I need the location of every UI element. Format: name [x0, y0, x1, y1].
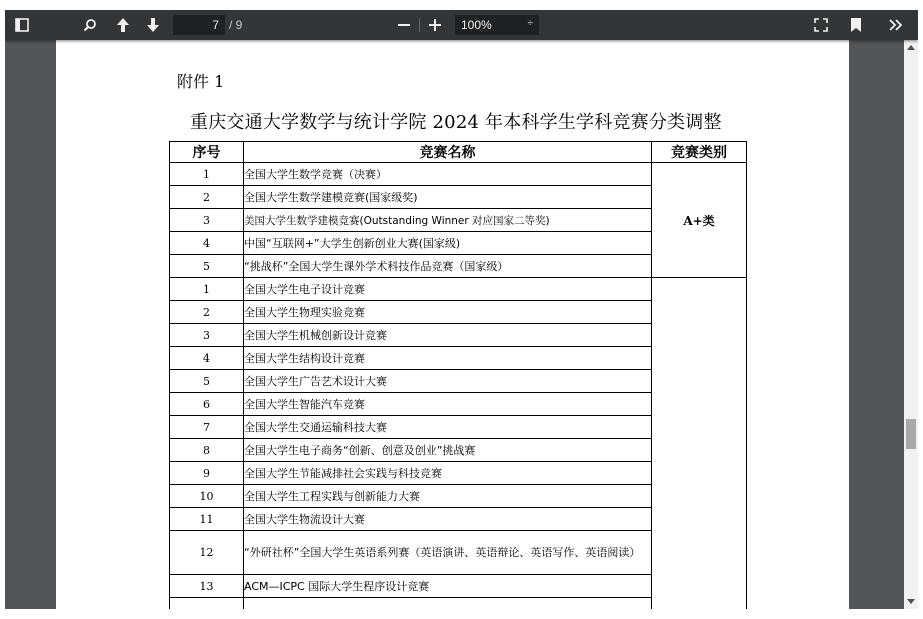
row-num: 7 [170, 416, 244, 439]
bookmark-icon[interactable] [848, 17, 864, 33]
row-num: 2 [170, 301, 244, 324]
table-row [170, 163, 747, 186]
zoom-out-icon[interactable] [396, 17, 412, 33]
row-num: 1 [170, 278, 244, 301]
row-num: 4 [170, 347, 244, 370]
row-num: 5 [170, 255, 244, 278]
row-name: 全国大学生智能汽车竞赛 [244, 393, 652, 416]
row-name: 全国大学生节能减排社会实践与科技竞赛 [244, 462, 652, 485]
row-name: 全国大学生机械创新设计竞赛 [244, 324, 652, 347]
competition-table [169, 141, 747, 609]
row-name: 全国大学生物理实验竞赛 [244, 301, 652, 324]
more-tools-icon[interactable] [887, 17, 905, 33]
search-icon[interactable] [82, 17, 98, 33]
row-name: 全国大学生结构设计竞赛 [244, 347, 652, 370]
zoom-in-icon[interactable] [427, 17, 443, 33]
row-name: 美国大学生数学建模竞赛(Outstanding Winner 对应国家二等奖) [244, 209, 652, 232]
header-category: 竞赛类别 [652, 142, 747, 163]
row-name: 全国大学生工程实践与创新能力大赛 [244, 485, 652, 508]
zoom-select[interactable] [455, 15, 539, 35]
category-a-plus: A+类 [652, 163, 747, 278]
toolbar [5, 10, 918, 40]
row-num: 4 [170, 232, 244, 255]
row-name: 全国大学生广告艺术设计大赛 [244, 370, 652, 393]
row-name: 全国大学生交通运输科技大赛 [244, 416, 652, 439]
row-num: 8 [170, 439, 244, 462]
row-name: “挑战杯”全国大学生课外学术科技作品竞赛（国家级） [244, 255, 652, 278]
sidebar-toggle-icon[interactable] [14, 17, 30, 33]
zoom-dropdown-arrow: ÷ [527, 18, 533, 29]
row-name: 全国大学生数学竞赛（决赛） [244, 163, 652, 186]
row-num: 9 [170, 462, 244, 485]
page-total: / 9 [229, 18, 243, 32]
previous-page-icon[interactable] [115, 16, 131, 34]
row-name: 全国大学生电子商务“创新、创意及创业”挑战赛 [244, 439, 652, 462]
table-row [170, 278, 747, 301]
next-page-icon[interactable] [145, 16, 161, 34]
zoom-value: 100% [461, 18, 492, 32]
row-num: 3 [170, 209, 244, 232]
vertical-scrollbar[interactable] [904, 40, 918, 609]
header-name: 竞赛名称 [244, 142, 652, 163]
row-name: ACM—ICPC 国际大学生程序设计竞赛 [244, 575, 652, 598]
category-b-cell [652, 278, 747, 610]
header-num: 序号 [170, 142, 244, 163]
pdf-viewer [5, 10, 918, 609]
row-num: 1 [170, 163, 244, 186]
row-num: 3 [170, 324, 244, 347]
page-number-input[interactable]: 7 [173, 15, 225, 35]
row-num: 2 [170, 186, 244, 209]
row-name: 全国大学生物流设计大赛 [244, 508, 652, 531]
document-title: 重庆交通大学数学与统计学院 2024 年本科学生学科竞赛分类调整 [190, 112, 722, 133]
toolbar-separator [419, 18, 420, 32]
scroll-thumb[interactable] [906, 419, 916, 449]
scroll-down-arrow-icon[interactable] [907, 599, 915, 604]
presentation-mode-icon[interactable] [813, 17, 829, 33]
row-num: 11 [170, 508, 244, 531]
row-name: 中国“互联网+”大学生创新创业大赛(国家级) [244, 232, 652, 255]
scroll-up-arrow-icon[interactable] [907, 45, 915, 50]
row-num [170, 598, 244, 610]
table-header-row [170, 142, 747, 163]
row-num: 13 [170, 575, 244, 598]
row-name: “外研社杯”全国大学生英语系列赛（英语演讲、英语辩论、英语写作、英语阅读） [244, 531, 652, 575]
row-name: 全国大学生数学建模竞赛(国家级奖) [244, 186, 652, 209]
row-name: 全国大学生电子设计竞赛 [244, 278, 652, 301]
row-num: 10 [170, 485, 244, 508]
row-name [244, 598, 652, 610]
attachment-label: 附件 1 [177, 72, 225, 91]
row-num: 5 [170, 370, 244, 393]
row-num: 6 [170, 393, 244, 416]
row-num: 12 [170, 531, 244, 575]
pdf-page [56, 40, 849, 609]
